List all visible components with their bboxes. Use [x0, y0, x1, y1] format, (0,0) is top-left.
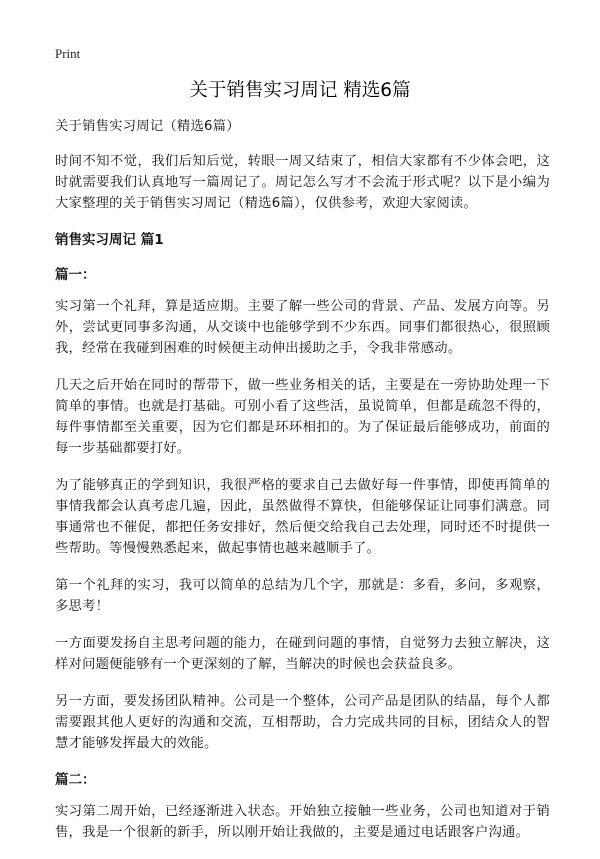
intro-paragraph: 时间不知不觉，我们后知后觉，转眼一周又结束了，相信大家都有不少体会吧，这时就需要我们认真地写一篇周记了。周记怎么写才不会流于形式呢？以下是小编为大家整理的关于销售实习周记（精选6篇），仅供参考，欢迎大家阅读。: [55, 154, 550, 211]
document-title: 关于销售实习周记 精选6篇: [189, 80, 411, 101]
body-paragraph: 第一个礼拜的实习，我可以简单的总结为几个字，那就是：多看，多问，多观察，多思考！: [55, 578, 550, 614]
part-heading: 篇一：: [55, 267, 96, 283]
part-heading: 篇二：: [55, 772, 96, 788]
document-subtitle: 关于销售实习周记（精选6篇）: [55, 119, 240, 134]
body-paragraph: 一方面要发扬自主思考问题的能力，在碰到问题的事情，自觉努力去独立解决，这样对问题便能够有一个更深刻的了解，当解决的时候也会获益良多。: [55, 636, 550, 672]
print-link[interactable]: Print: [55, 46, 81, 61]
body-paragraph: 实习第二周开始，已经逐渐进入状态。开始独立接触一些业务，公司也知道对于销售，我是一个很新的新手，所以刚开始让我做的，主要是通过电话跟客户沟通。: [55, 804, 550, 840]
body-paragraph: 为了能够真正的学到知识，我很严格的要求自己去做好每一件事情，即使再简单的事情我都会认真考虑几遍，因此，虽然做得不算快，但能够保证让同事们满意。同事通常也不催促，都把任务安排好，然后便交给我自己去处理，同时还不时提供一些帮助。等慢慢熟悉起来，做起事情也越来越顺手了。: [55, 478, 550, 556]
section-heading: 销售实习周记 篇1: [55, 232, 164, 248]
document-body: [55, 116, 550, 859]
body-paragraph: 实习第一个礼拜，算是适应期。主要了解一些公司的背景、产品、发展方向等。另外，尝试更同事多沟通，从交谈中也能够学到不少东西。同事们都很热心，很照顾我，经常在我碰到困难的时候便主动伸出援助之手，令我非常感动。: [55, 299, 550, 356]
body-paragraph: 几天之后开始在同时的帮带下，做一些业务相关的话，主要是在一旁协助处理一下简单的事情。也就是打基础。可别小看了这些活，虽说简单，但都是疏忽不得的，每件事情都至关重要，因为它们都是环环相扣的。为了保证最后能够成功，前面的每一步基础都要打好。: [55, 378, 550, 456]
body-paragraph: 另一方面，要发扬团队精神。公司是一个整体，公司产品是团队的结晶，每个人都需要跟其他人更好的沟通和交流，互相帮助，合力完成共同的目标，团结众人的智慧才能够发挥最大的效能。: [55, 694, 550, 751]
